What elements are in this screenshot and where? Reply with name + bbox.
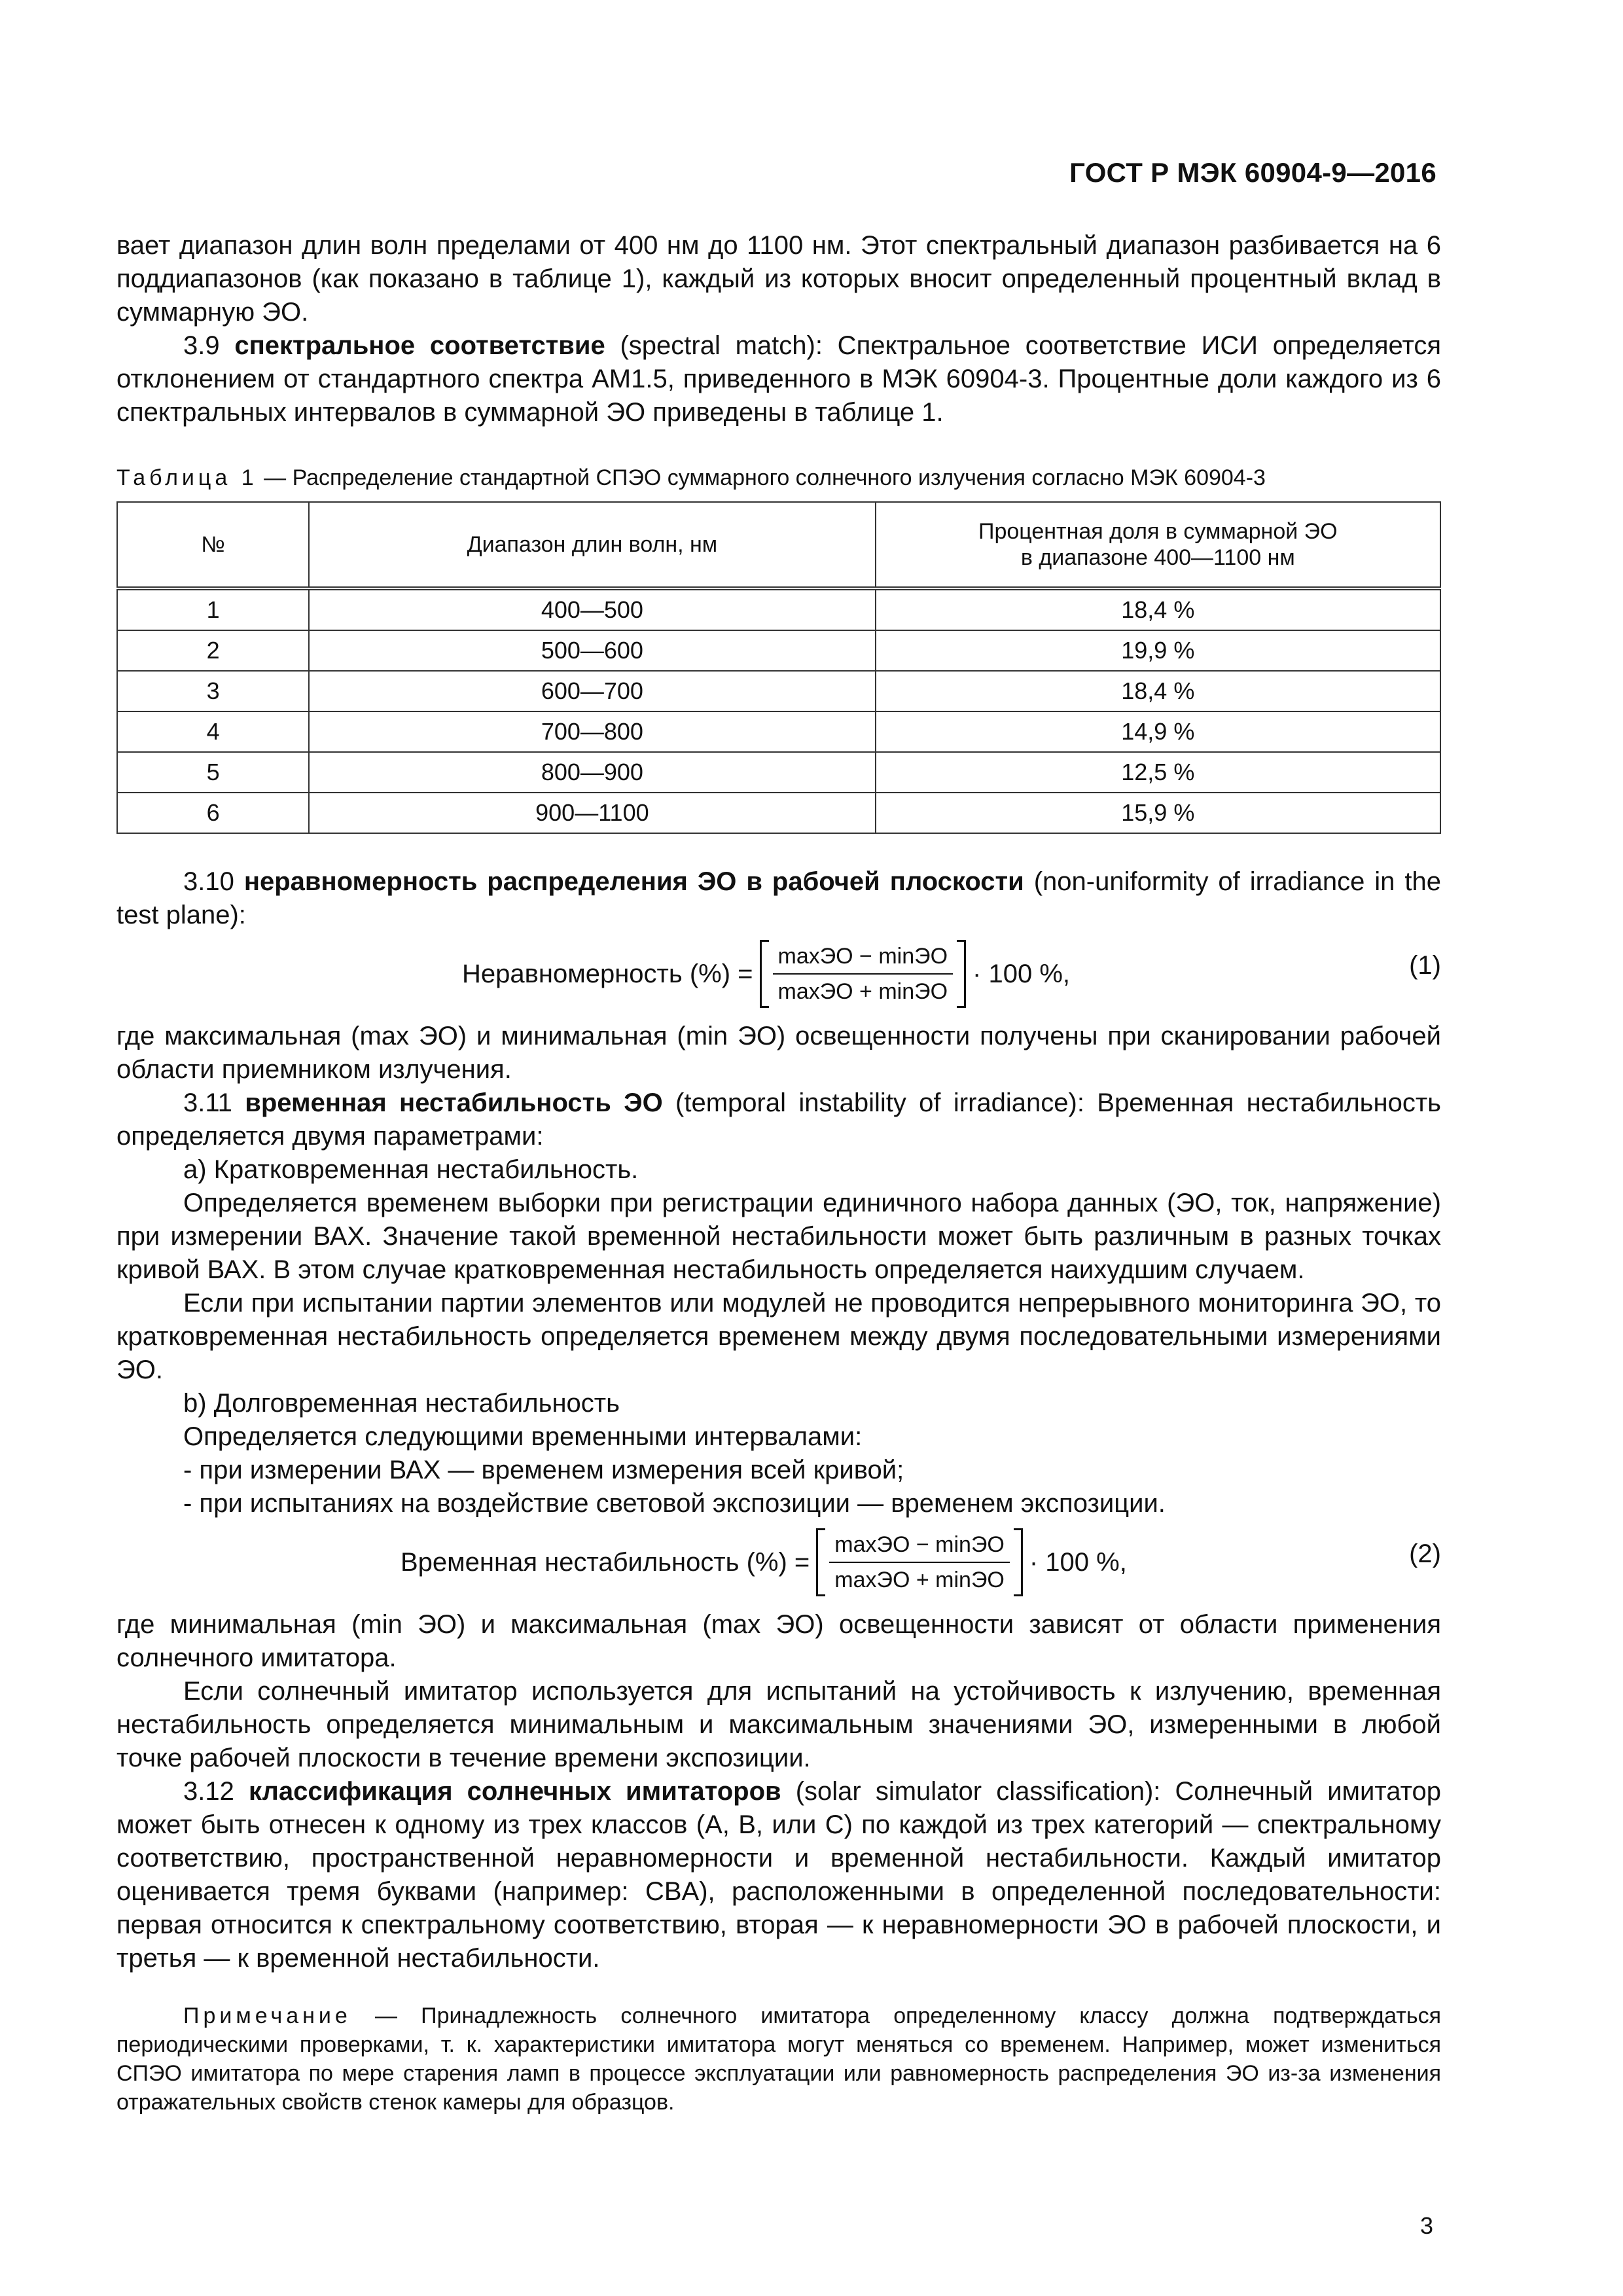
section-3-10 (116, 865, 1441, 932)
column-header-share: Процентная доля в суммарной ЭО в диапазоне 400—1100 нм (876, 502, 1440, 588)
note-text: — Принадлежность солнечного имитатора определенному классу должна подтверждаться периодическими проверками, т. к. характеристики имитатора могут меняться со временем. Например, может измениться СПЭО имитатора по мере старения ламп в процессе эксплуатации или равномерность распределения ЭО из-за изменения отражательных свойств стенок камеры для образцов. (116, 2003, 1441, 2115)
definition-text: (solar simulator classification): Солнечный имитатор может быть отнесен к одному из трех классов (A, B, или C) по каждой из трех категорий — спектральному соответствию, пространственной неравномерности и временной нестабильности. Каждый имитатор оценивается тремя буквами (например: CBA), расположенными в определенной последовательности: первая относится к спектральному соответствию, вторая — к неравномерности ЭО в рабочей плоскости, и третья — к временной нестабильности. (116, 1777, 1441, 1973)
section-number: 3.11 (183, 1088, 232, 1117)
table-title: — Распределение стандартной СПЭО суммарного солнечного излучения согласно МЭК 60904-3 (257, 465, 1266, 490)
table-header-row (117, 502, 1440, 588)
paragraph-monitoring: Если при испытании партии элементов или модулей не проводится непрерывного мониторинга ЭО, то кратковременная нестабильность определяется временем между двумя последовательными измерениями ЭО. (116, 1289, 1441, 1384)
equation-number: (1) (1409, 951, 1441, 980)
list-item-a: а) Кратковременная нестабильность. (183, 1155, 639, 1184)
table-cell: 15,9 % (876, 793, 1440, 833)
paragraph-after-formula-2: где минимальная (min ЭО) и максимальная (max ЭО) освещенности зависят от области применения солнечного имитатора. (116, 1610, 1441, 1672)
fraction (773, 942, 954, 1006)
table-cell: 14,9 % (876, 711, 1440, 752)
section-3-11 (116, 1086, 1441, 1153)
page-number: 3 (1419, 2212, 1433, 2239)
note (116, 2001, 1441, 2117)
table-cell: 19,9 % (876, 630, 1440, 671)
section-number: 3.9 (183, 331, 220, 360)
paragraph-short-term: Определяется временем выборки при регистрации единичного набора данных (ЭО, ток, напряжение) при измерении ВАХ. Значение такой временной нестабильности может быть различным в разных точках кривой ВАХ. В этом случае кратковременная нестабильность определяется наихудшим случаем. (116, 1189, 1441, 1284)
formula-rhs: · 100 %, (1029, 1547, 1127, 1577)
paragraph-radiation-resistance: Если солнечный имитатор используется для испытаний на устойчивость к излучению, временная нестабильность определяется минимальным и максимальным значениями ЭО, измеренными в любой точке рабочей плоскости в течение времени экспозиции. (116, 1677, 1441, 1772)
section-number: 3.12 (183, 1777, 234, 1806)
right-bracket (1014, 1528, 1023, 1596)
term: классификация солнечных имитаторов (248, 1777, 781, 1806)
numerator: maxЭО − minЭО (773, 942, 954, 975)
table-cell: 12,5 % (876, 752, 1440, 793)
section-3-12 (116, 1775, 1441, 1975)
formula-lhs: Временная нестабильность (%) = (401, 1547, 810, 1577)
table-cell: 1 (117, 588, 309, 630)
denominator: maxЭО + minЭО (777, 979, 948, 1004)
spectral-distribution-table (116, 501, 1441, 834)
formula-lhs: Неравномерность (%) = (462, 959, 753, 988)
table-cell: 3 (117, 671, 309, 711)
dash-item: - при измерении ВАХ — временем измерения всей кривой; (183, 1456, 904, 1484)
table-row (117, 793, 1440, 833)
table-row (117, 671, 1440, 711)
formula-2 (116, 1523, 1441, 1602)
table-cell: 900—1100 (309, 793, 875, 833)
definition-text: (temporal instability of irradiance): Временная нестабильность определяется двумя параметрами: (116, 1088, 1442, 1151)
table-row (117, 711, 1440, 752)
table-row (117, 588, 1440, 630)
column-header-range: Диапазон длин волн, нм (309, 502, 875, 588)
paragraph-after-formula-1: где максимальная (max ЭО) и минимальная (min ЭО) освещенности получены при сканировании рабочей области приемником излучения. (116, 1022, 1441, 1084)
formula-1 (116, 935, 1441, 1013)
definition-text: (non-uniformity of irradiance in the test plane): (116, 867, 1441, 929)
term: неравномерность распределения ЭО в рабочей плоскости (243, 867, 1024, 896)
table-cell: 500—600 (309, 630, 875, 671)
table-cell: 18,4 % (876, 588, 1440, 630)
table-cell: 6 (117, 793, 309, 833)
formula-rhs: · 100 %, (972, 959, 1071, 988)
left-bracket (816, 1528, 825, 1596)
table-cell: 5 (117, 752, 309, 793)
table-cell: 700—800 (309, 711, 875, 752)
table-cell: 2 (117, 630, 309, 671)
equation-number: (2) (1409, 1539, 1441, 1568)
column-header-number: № (117, 502, 309, 588)
table-cell: 600—700 (309, 671, 875, 711)
term: спектральное соответствие (234, 331, 605, 360)
right-bracket (957, 940, 966, 1008)
paragraph-long-term: Определяется следующими временными интервалами: (183, 1422, 863, 1451)
table-cell: 400—500 (309, 588, 875, 630)
table-cell: 800—900 (309, 752, 875, 793)
table-row (117, 752, 1440, 793)
denominator: maxЭО + minЭО (834, 1568, 1005, 1592)
paragraph-intro: вает диапазон длин волн пределами от 400 нм до 1100 нм. Этот спектральный диапазон разбивается на 6 поддиапазонов (как показано в таблице 1), каждый из которых вносит определенный процентный вклад в суммарную ЭО. (116, 231, 1441, 327)
table-cell: 4 (117, 711, 309, 752)
fraction (829, 1530, 1010, 1594)
definition-text: (spectral match): Спектральное соответствие ИСИ определяется отклонением от стандартного спектра AM1.5, приведенного в МЭК 60904-3. Процентные доли каждого из 6 спектральных интервалов в суммарной ЭО приведены в таблице 1. (116, 331, 1441, 427)
table-caption (116, 463, 1441, 492)
section-number: 3.10 (183, 867, 234, 896)
table-label: Таблица 1 (116, 465, 258, 490)
table-row (117, 630, 1440, 671)
document-body (116, 229, 1441, 2117)
document-header: ГОСТ Р МЭК 60904-9—2016 (1069, 157, 1436, 188)
dash-item: - при испытаниях на воздействие световой экспозиции — временем экспозиции. (183, 1489, 1166, 1518)
table-cell: 18,4 % (876, 671, 1440, 711)
list-item-b: b) Долговременная нестабильность (183, 1389, 620, 1418)
note-label: Примечание (183, 2003, 351, 2028)
left-bracket (760, 940, 769, 1008)
section-3-9 (116, 329, 1441, 429)
numerator: maxЭО − minЭО (829, 1530, 1010, 1563)
term: временная нестабильность ЭО (245, 1088, 663, 1117)
